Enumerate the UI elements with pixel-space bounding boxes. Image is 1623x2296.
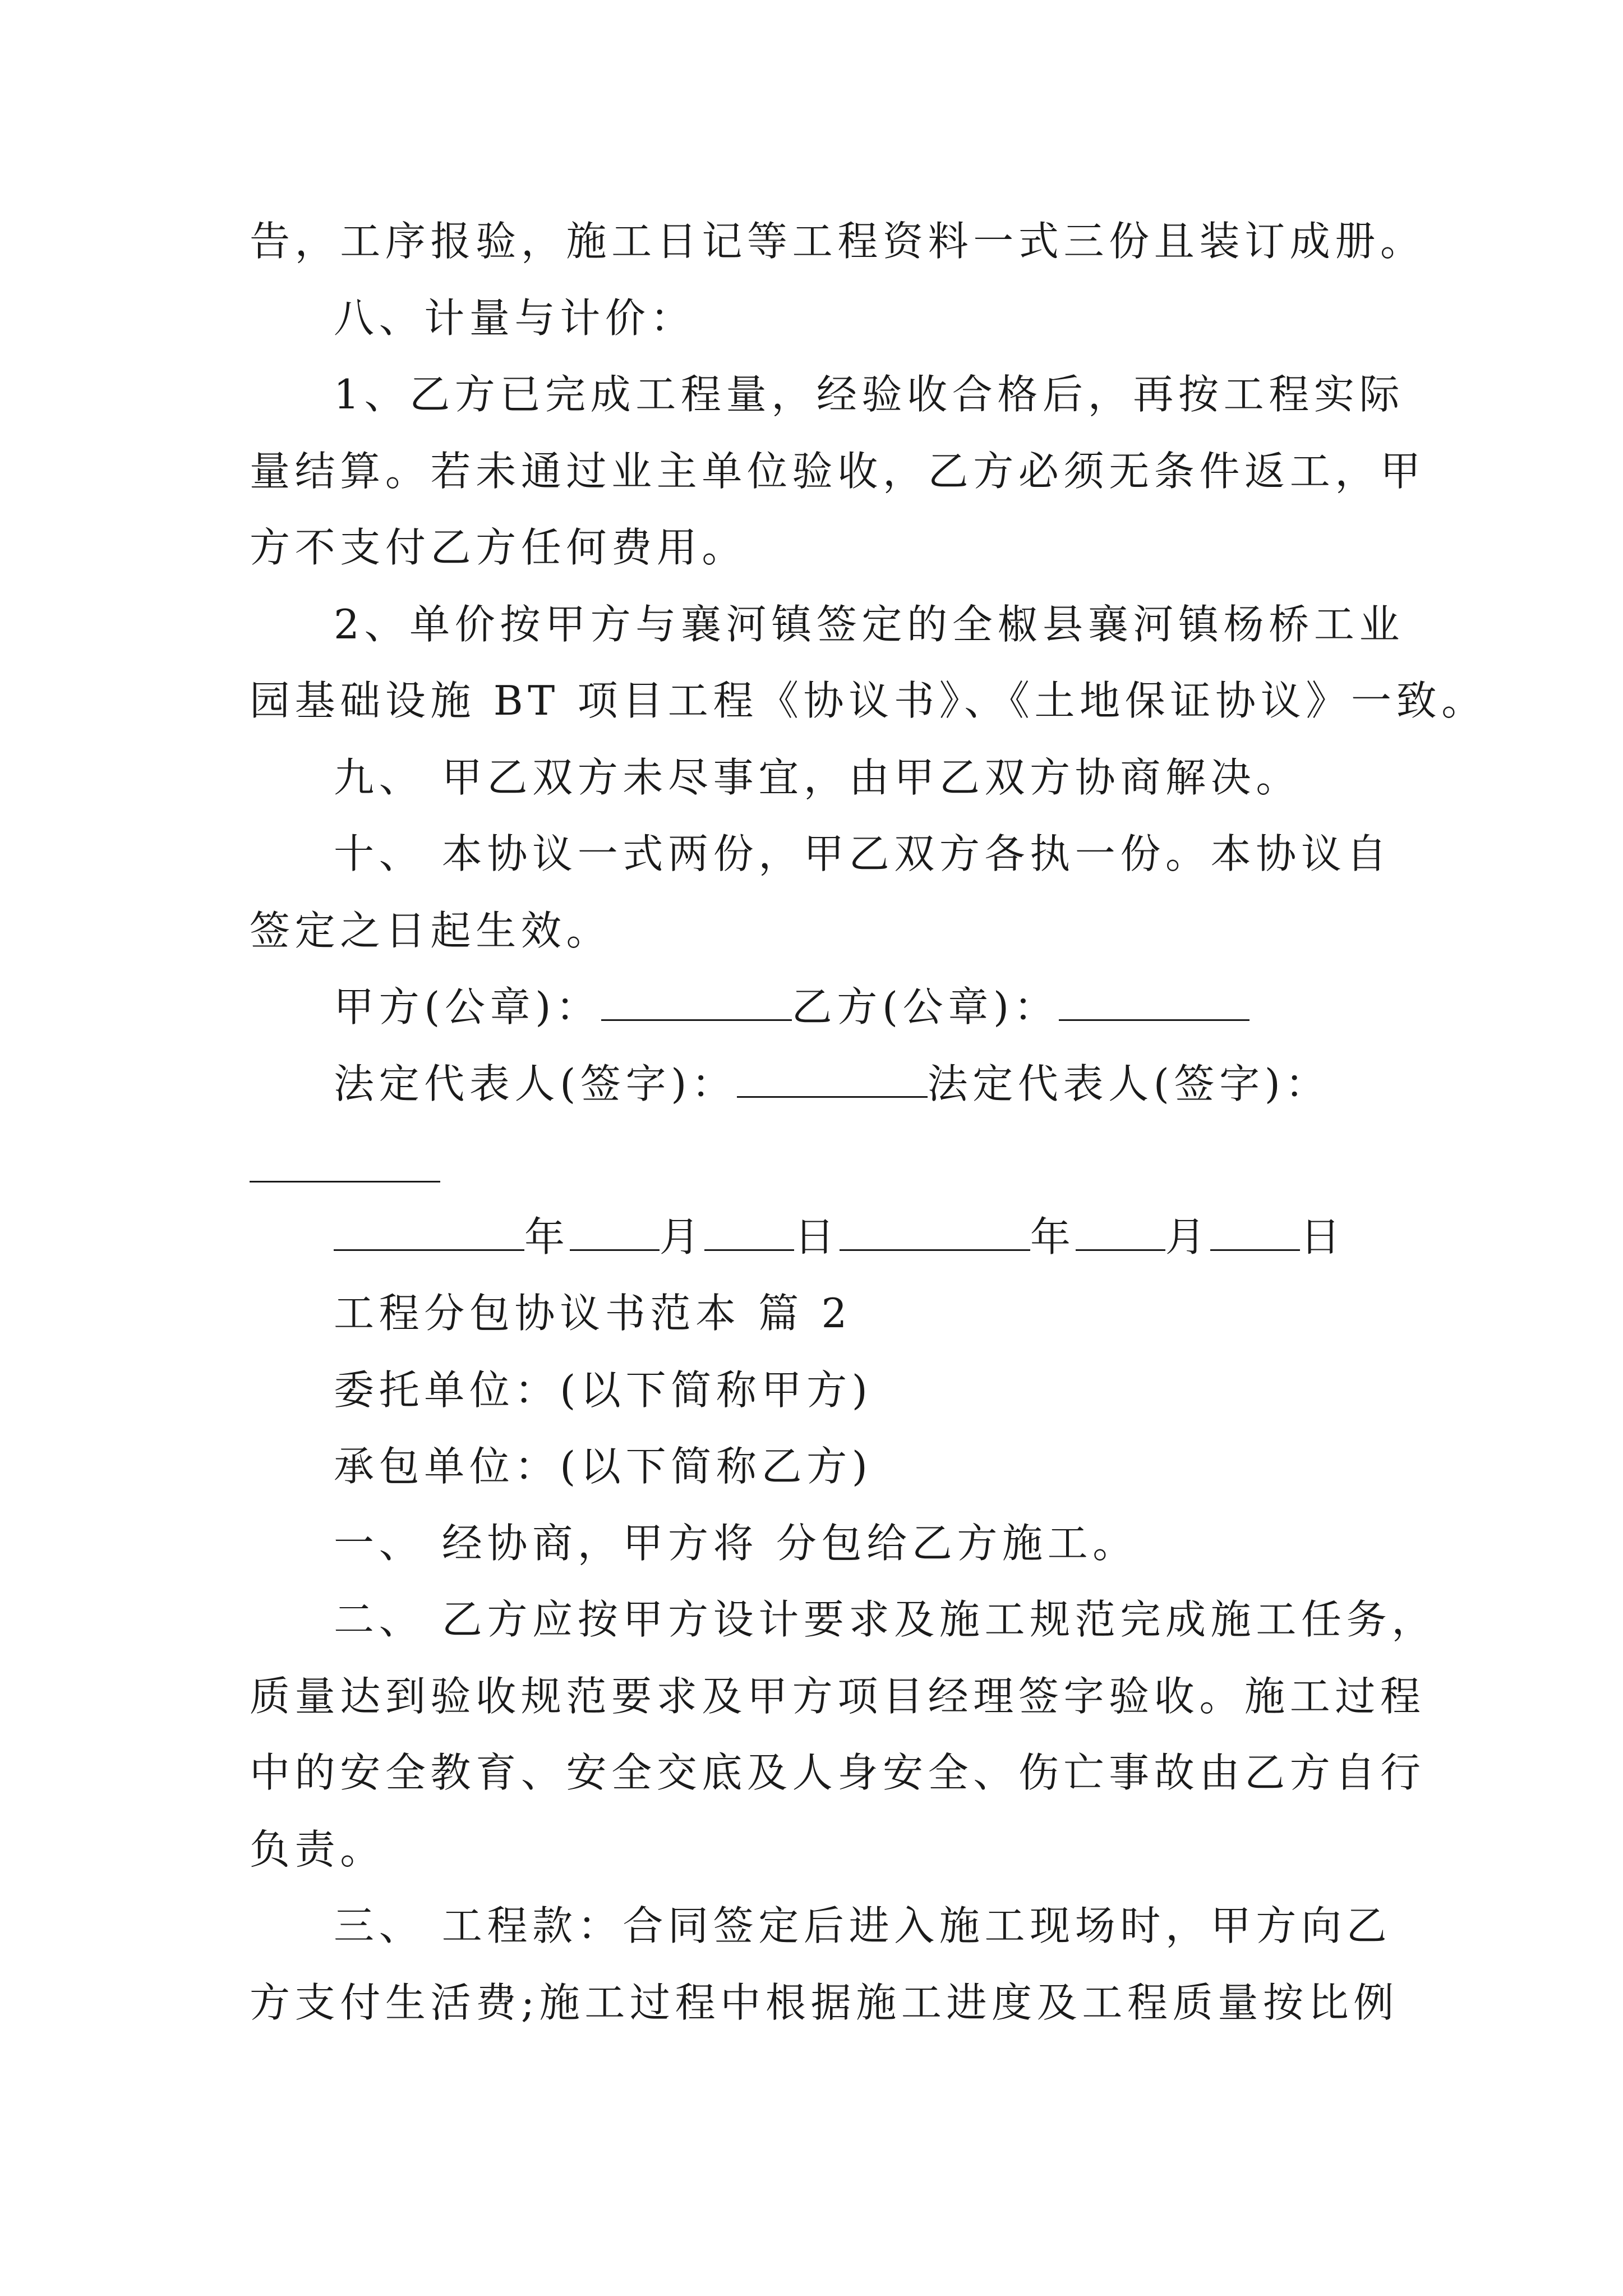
paragraph-line: 承包单位：(以下简称乙方) bbox=[334, 1443, 873, 1490]
section-heading: 九、 甲乙双方未尽事宜，由甲乙双方协商解决。 bbox=[334, 754, 1301, 801]
party-a-rep-blank[interactable] bbox=[737, 1061, 928, 1098]
paragraph-line: 方支付生活费;施工过程中根据施工进度及工程质量按比例 bbox=[250, 1979, 1399, 2026]
day-label: 日 bbox=[794, 1213, 840, 1260]
paragraph-line: 质量达到验收规范要求及甲方项目经理签字验收。施工过程 bbox=[250, 1673, 1426, 1720]
year-label: 年 bbox=[524, 1213, 570, 1260]
party-a-year-blank[interactable] bbox=[334, 1214, 524, 1251]
paragraph-line: 三、 工程款：合同签定后进入施工现场时，甲方向乙 bbox=[334, 1902, 1392, 1949]
party-b-rep-blank[interactable] bbox=[250, 1181, 440, 1182]
party-b-seal-label: 乙方(公章)： bbox=[791, 983, 1059, 1030]
day-label: 日 bbox=[1300, 1213, 1345, 1260]
paragraph-line: 二、 乙方应按甲方设计要求及施工规范完成施工任务， bbox=[334, 1596, 1437, 1643]
paragraph-line: 一、 经协商，甲方将 分包给乙方施工。 bbox=[334, 1520, 1138, 1567]
party-a-day-blank[interactable] bbox=[704, 1214, 794, 1251]
paragraph-line: 园基础设施 BT 项目工程《协议书》、《土地保证协议》一致。 bbox=[250, 677, 1487, 724]
party-a-rep-label: 法定代表人(签字)： bbox=[334, 1060, 737, 1107]
paragraph-line: 委托单位：(以下简称甲方) bbox=[334, 1366, 873, 1414]
paragraph-line: 量结算。若未通过业主单位验收，乙方必须无条件返工，甲 bbox=[250, 448, 1426, 495]
party-a-month-blank[interactable] bbox=[570, 1214, 660, 1251]
paragraph-line: 方不支付乙方任何费用。 bbox=[250, 524, 748, 571]
party-a-seal-blank[interactable] bbox=[601, 984, 792, 1021]
month-label: 月 bbox=[1165, 1213, 1211, 1260]
party-b-seal-blank[interactable] bbox=[1059, 984, 1249, 1021]
paragraph-line: 2、单价按甲方与襄河镇签定的全椒县襄河镇杨桥工业 bbox=[334, 601, 1405, 648]
paragraph-line: 告，工序报验，施工日记等工程资料一式三份且装订成册。 bbox=[250, 218, 1426, 265]
party-b-rep-label: 法定代表人(签字)： bbox=[927, 1060, 1331, 1107]
month-label: 月 bbox=[659, 1213, 705, 1260]
section-heading: 八、计量与计价： bbox=[334, 295, 696, 342]
signature-date-line bbox=[334, 1209, 1478, 1265]
party-b-year-blank[interactable] bbox=[840, 1214, 1030, 1251]
document-subtitle: 工程分包协议书范本 篇 2 bbox=[334, 1290, 852, 1337]
signature-rep-line bbox=[334, 1056, 1478, 1112]
paragraph-line: 中的安全教育、安全交底及人身安全、伤亡事故由乙方自行 bbox=[250, 1749, 1426, 1796]
year-label: 年 bbox=[1030, 1213, 1076, 1260]
paragraph-line: 负责。 bbox=[250, 1826, 385, 1873]
signature-seal-line bbox=[334, 979, 1478, 1035]
party-b-month-blank[interactable] bbox=[1076, 1214, 1165, 1251]
paragraph-line: 1、乙方已完成工程量，经验收合格后，再按工程实际 bbox=[334, 371, 1405, 418]
paragraph-line: 十、 本协议一式两份，甲乙双方各执一份。本协议自 bbox=[334, 830, 1392, 877]
party-b-day-blank[interactable] bbox=[1210, 1214, 1300, 1251]
party-a-seal-label: 甲方(公章)： bbox=[334, 983, 601, 1030]
paragraph-line: 签定之日起生效。 bbox=[250, 907, 612, 954]
